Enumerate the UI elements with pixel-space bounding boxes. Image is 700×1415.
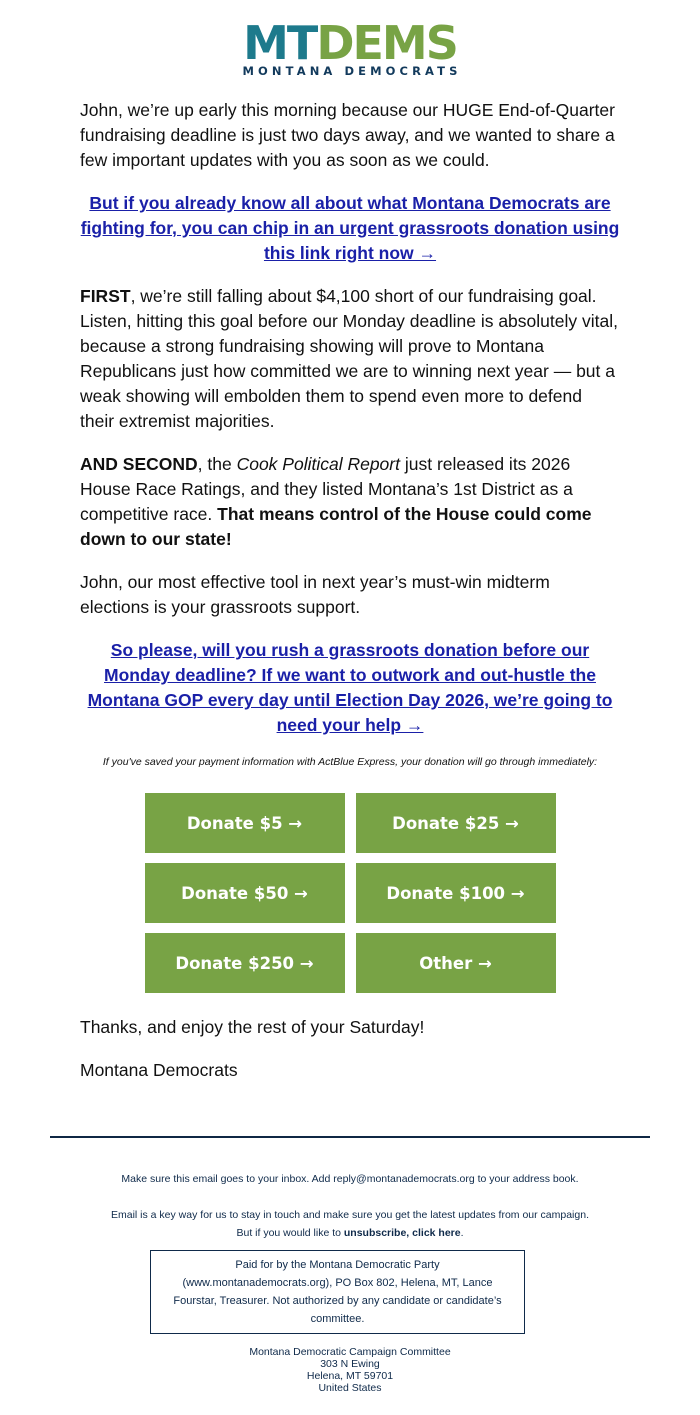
donate-50-button[interactable]: Donate $50 → bbox=[145, 863, 345, 923]
donate-link-2-paragraph bbox=[80, 638, 620, 738]
unsubscribe-pre: But if you would like to bbox=[236, 1227, 344, 1239]
donate-button-grid bbox=[145, 793, 556, 993]
intro-paragraph: John, we’re up early this morning because our HUGE End-of-Quarter fundraising deadline is just two days away, and we wanted to share a few important updates with you as soon as we could. bbox=[80, 100, 615, 170]
footer bbox=[50, 1170, 650, 1394]
donate-other-button[interactable]: Other → bbox=[356, 933, 556, 993]
second-italic: Cook Political Report bbox=[236, 454, 400, 474]
signature: Montana Democrats bbox=[80, 1060, 238, 1080]
donate-100-button[interactable]: Donate $100 → bbox=[356, 863, 556, 923]
donate-link-1-paragraph bbox=[80, 191, 620, 266]
actblue-note: If you've saved your payment information with ActBlue Express, your donation will go through immediately: bbox=[102, 756, 598, 768]
logo bbox=[0, 16, 700, 80]
donate-5-button[interactable]: Donate $5 → bbox=[145, 793, 345, 853]
logo-subtitle: MONTANA DEMOCRATS bbox=[242, 64, 462, 78]
unsubscribe-line bbox=[50, 1224, 650, 1242]
first-lead: FIRST bbox=[80, 286, 131, 306]
donate-link-2[interactable]: So please, will you rush a grassroots donation before our Monday deadline? If we want to outwork and out-hustle the Montana GOP every day until Election Day 2026, we’re going to need your help → bbox=[87, 640, 613, 735]
logo-mark bbox=[239, 16, 462, 78]
second-text: just released its 2026 House Race Ratings, and they listed Montana’s 1st District as a competitive race. bbox=[80, 454, 573, 524]
second-pre: , the bbox=[197, 454, 237, 474]
first-paragraph bbox=[80, 284, 620, 434]
second-paragraph bbox=[80, 452, 620, 552]
unsubscribe-post: . bbox=[460, 1227, 464, 1239]
first-text: , we’re still falling about $4,100 short of our fundraising goal. Listen, hitting this goal before our Monday deadline is absolutely vital, because a strong fundraising showing will prove to Montana Republicans just how committed we are to winning next year — but a weak showing will embolden them to spend even more to defend their extremist majorities. bbox=[80, 286, 618, 431]
paid-for-box bbox=[150, 1250, 525, 1334]
keyway-note: Email is a key way for us to stay in touch and make sure you get the latest updates from our campaign. bbox=[111, 1209, 589, 1221]
email-body bbox=[80, 98, 620, 1101]
donate-250-button[interactable]: Donate $250 → bbox=[145, 933, 345, 993]
second-lead: AND SECOND bbox=[80, 454, 198, 474]
tool-paragraph: John, our most effective tool in next year’s must-win midterm elections is your grassroots support. bbox=[80, 572, 550, 617]
paid-for-text: Paid for by the Montana Democratic Party (www.montanademocrats.org), PO Box 802, Helena, MT, Lance Fourstar, Treasurer. Not authorized by any candidate or candidate’s committee. bbox=[173, 1259, 502, 1325]
logo-dems: DEMS bbox=[316, 16, 457, 70]
donate-25-button[interactable]: Donate $25 → bbox=[356, 793, 556, 853]
logo-wordmark bbox=[239, 16, 462, 70]
address-line-4: United States bbox=[318, 1382, 382, 1394]
address-line-1: Montana Democratic Campaign Committee bbox=[249, 1346, 451, 1358]
address-line-3: Helena, MT 59701 bbox=[306, 1370, 394, 1382]
footer-divider bbox=[50, 1136, 650, 1138]
thanks-paragraph: Thanks, and enjoy the rest of your Saturday! bbox=[80, 1017, 425, 1037]
logo-mt: MT bbox=[243, 16, 317, 70]
unsubscribe-link[interactable]: unsubscribe, click here bbox=[343, 1227, 461, 1239]
mailing-address bbox=[50, 1346, 650, 1394]
inbox-note: Make sure this email goes to your inbox. Add reply@montanademocrats.org to your address book. bbox=[121, 1173, 579, 1185]
address-line-2: 303 N Ewing bbox=[320, 1358, 380, 1370]
donate-link-1[interactable]: But if you already know all about what Montana Democrats are fighting for, you can chip in an urgent grassroots donation using this link right now → bbox=[80, 193, 620, 263]
second-bold: That means control of the House could come down to our state! bbox=[80, 504, 592, 549]
